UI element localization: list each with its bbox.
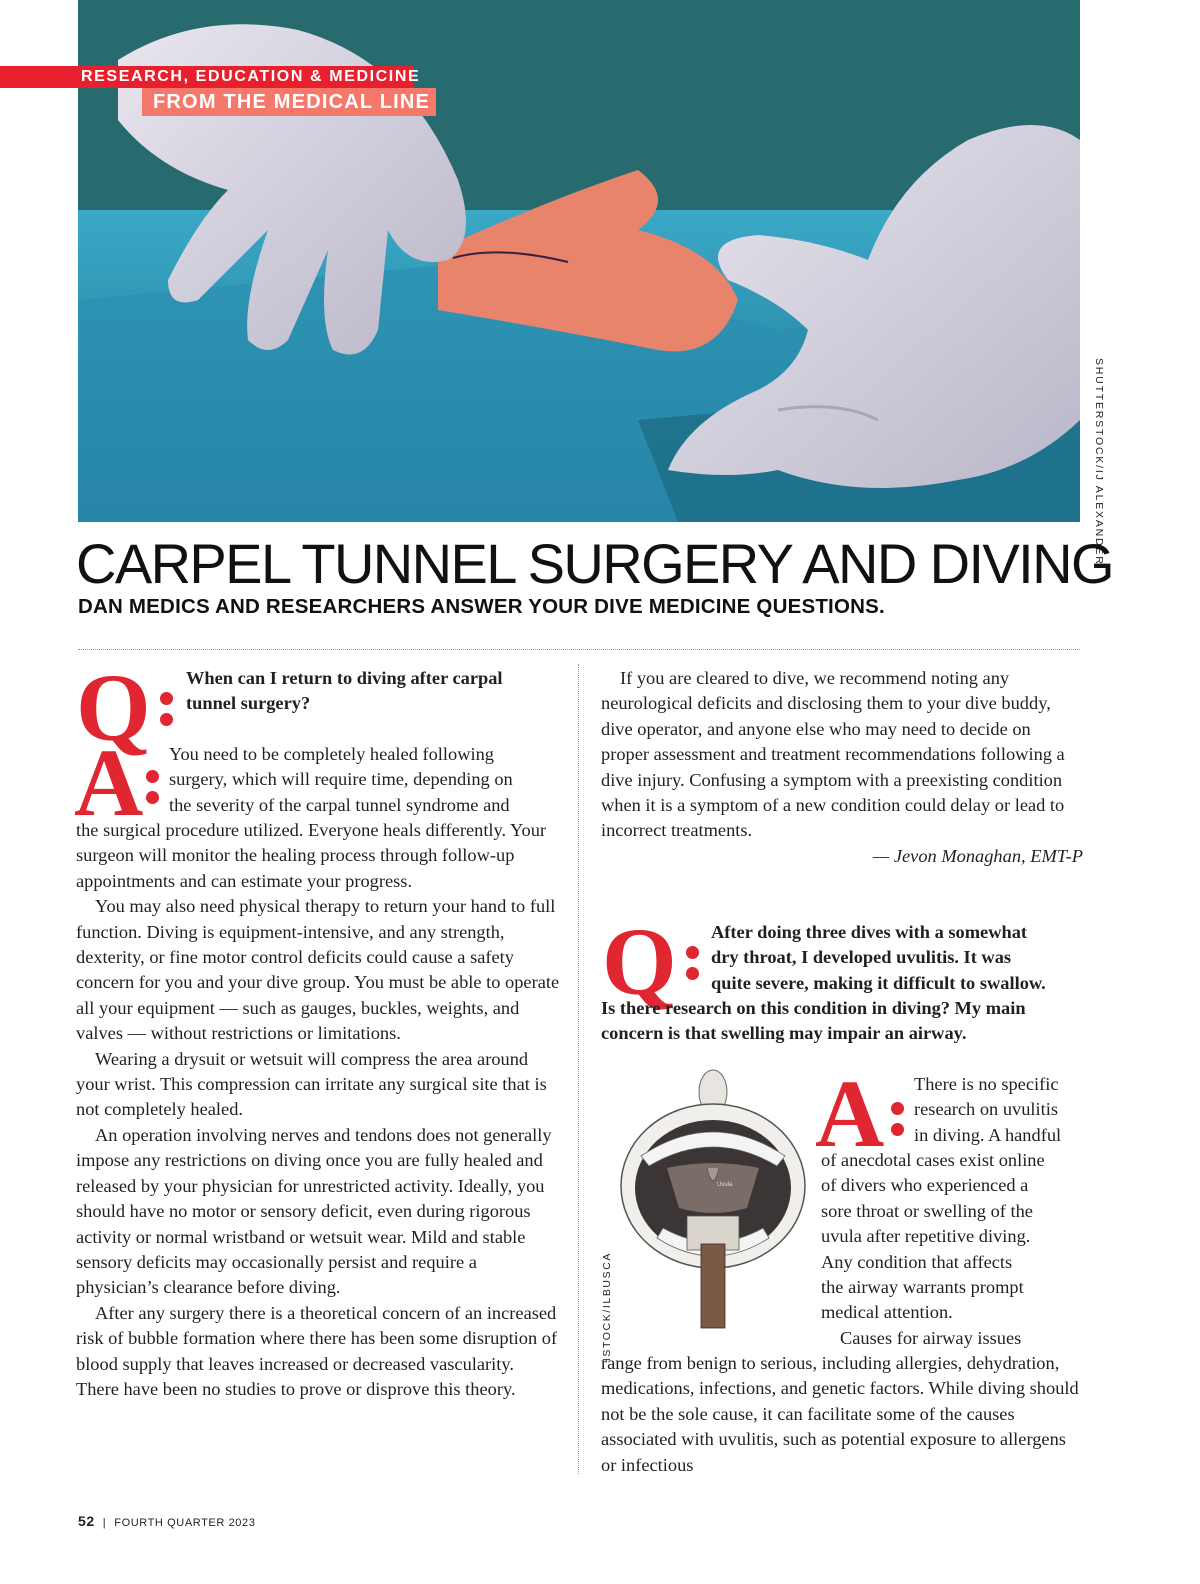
category-label: RESEARCH, EDUCATION & MEDICINE	[81, 68, 421, 85]
question-line: tunnel surgery?	[186, 693, 311, 714]
section-label: FROM THE MEDICAL LINE	[153, 91, 431, 113]
answer-paragraph: An operation involving nerves and tendons does not generally impose any restrictions on diving once you are fully healed and released by your physician for unrestricted activity. Ideally, you should have no motor or sensory deficit, even during rigorous activity or normal wristband or wetsuit wear. Mild and stable sensory deficits may occasionally persist and require a physician’s clearance before diving.	[76, 1124, 552, 1298]
column-divider	[578, 664, 579, 1474]
question-line: dry throat, I developed uvulitis. It was	[711, 947, 1012, 968]
answer-colon	[146, 770, 160, 812]
answer-line: surgery, which will require time, depending on	[169, 769, 513, 790]
question-drop-letter: Q	[602, 908, 677, 1015]
answer-2-narrow	[821, 1148, 1083, 1351]
answer-colon	[891, 1102, 905, 1144]
answer-signature: — Jevon Monaghan, EMT-P	[872, 845, 1083, 866]
answer-2-lead	[914, 1072, 1084, 1148]
question-line: quite severe, making it difficult to swallow.	[711, 972, 1046, 993]
answer-1-lead	[169, 742, 569, 818]
answer-2-body	[601, 1351, 1083, 1478]
photo-credit: SHUTTERSTOCK/IJ ALEXANDER	[1093, 358, 1105, 566]
answer-paragraph: range from benign to serious, including allergies, dehydration, medications, infections, and genetic factors. While diving should not be the sole cause, it can facilitate some of the causes associated with uvulitis, such as potential exposure to allergens or infectious	[601, 1353, 1079, 1475]
answer-paragraph: the surgical procedure utilized. Everyone heals differently. Your surgeon will monitor the healing process through follow-up appointments and can estimate your progress.	[76, 820, 547, 891]
page-subtitle: DAN MEDICS AND RESEARCHERS ANSWER YOUR DIVE MEDICINE QUESTIONS.	[78, 595, 885, 618]
answer-line: There is no specific	[914, 1074, 1059, 1094]
mouth-illustration	[617, 1068, 809, 1330]
answer-1-continued	[601, 666, 1083, 869]
image-credit: ISTOCK/ILBUSCA	[601, 1252, 613, 1362]
answer-line: in diving. A handful	[914, 1124, 1062, 1145]
question-drop-letter: Q	[76, 654, 151, 761]
answer-line: uvula after repetitive diving.	[821, 1226, 1031, 1247]
answer-line: of anecdotal cases exist online	[821, 1150, 1045, 1170]
issue-label: FOURTH QUARTER 2023	[114, 1517, 256, 1529]
answer-paragraph: After any surgery there is a theoretical concern of an increased risk of bubble formation where there has been some disruption of blood supply that leaves increased or decreased vascularity. There have been no studies to prove or disprove this theory.	[76, 1302, 558, 1399]
question-line: When can I return to diving after carpal	[186, 668, 503, 688]
page-title: CARPEL TUNNEL SURGERY AND DIVING	[76, 532, 1113, 595]
question-colon	[160, 692, 174, 734]
answer-line: sore throat or swelling of the	[821, 1200, 1033, 1221]
answer-line: Any condition that affects	[821, 1251, 1013, 1272]
answer-paragraph: You may also need physical therapy to return your hand to full function. Diving is equipment-intensive, and any strength, dexterity, or fine motor control deficits could cause a safety concern for you and your dive group. You must be able to operate all your equipment — such as gauges, buckles, weights, and valves — without restrictions or limitations.	[76, 896, 560, 1044]
question-colon	[686, 946, 700, 988]
answer-line: of divers who experienced a	[821, 1175, 1029, 1196]
answer-line: You need to be completely healed following	[169, 744, 495, 764]
answer-line: the severity of the carpal tunnel syndrome and	[169, 794, 510, 815]
answer-paragraph: Wearing a drysuit or wetsuit will compress the area around your wrist. This compression can irritate any surgical site that is not completely healed.	[76, 1048, 547, 1120]
answer-drop-letter: A	[815, 1060, 885, 1167]
answer-line: medical attention.	[821, 1302, 953, 1323]
uvula-label: Uvula	[717, 1182, 733, 1188]
answer-line: Causes for airway issues	[840, 1327, 1022, 1348]
answer-line: research on uvulitis	[914, 1099, 1059, 1120]
uvula-diagram	[617, 1068, 809, 1330]
question-line: After doing three dives with a somewhat	[711, 922, 1028, 942]
answer-paragraph: If you are cleared to dive, we recommend noting any neurological deficits and disclosing them to your dive buddy, dive operator, and anyone else who may need to decide on proper assessment and treatment recommendations following a dive injury. Confusing a symptom with a preexisting condition when it is a symptom of a new condition could delay or lead to incorrect treatments.	[601, 668, 1065, 841]
header-divider	[78, 649, 1080, 650]
question-2-lead	[711, 920, 1083, 996]
answer-drop-letter: A	[74, 729, 144, 836]
footer-separator: |	[102, 1517, 107, 1529]
answer-line: the airway warrants prompt	[821, 1277, 1024, 1298]
page-number: 52	[78, 1513, 95, 1529]
page-footer	[78, 1511, 255, 1531]
question-1	[186, 666, 566, 717]
answer-1-body	[76, 818, 561, 1402]
question-2-rest: Is there research on this condition in diving? My main concern is that swelling may impair an airway.	[601, 998, 1026, 1044]
